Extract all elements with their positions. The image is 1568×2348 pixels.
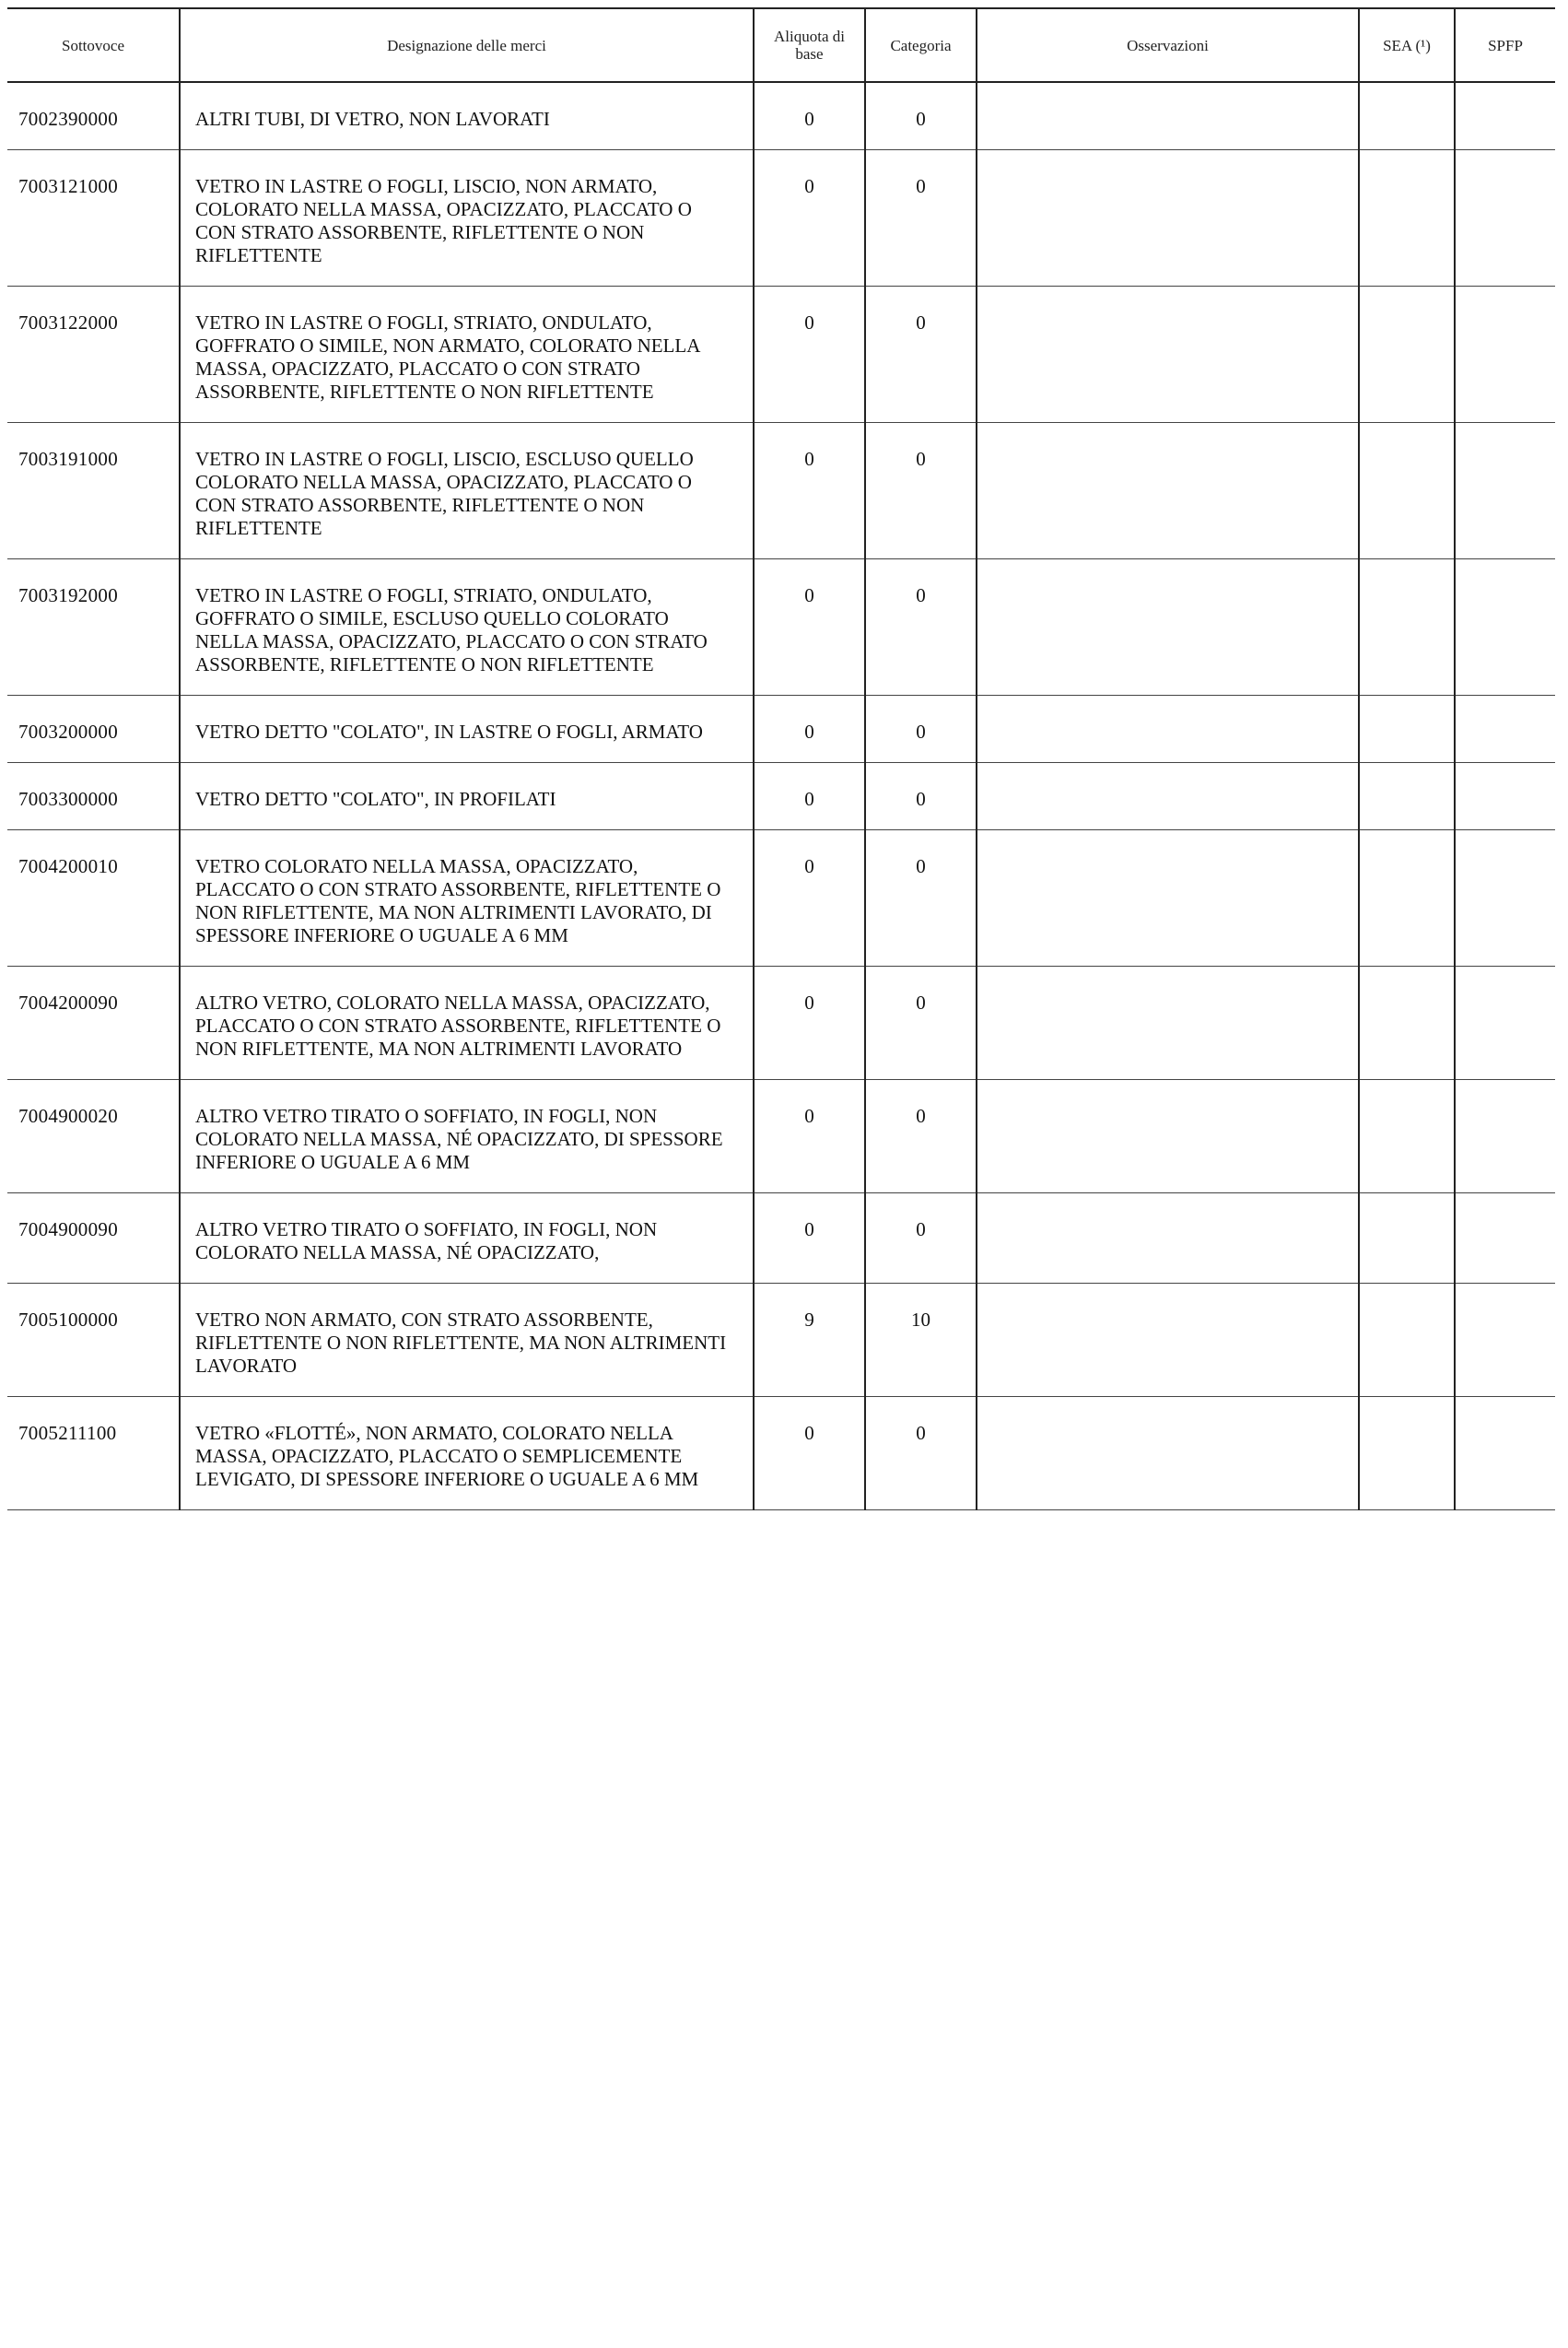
cell-description: VETRO DETTO "COLATO", IN LASTRE O FOGLI, ARMATO <box>180 696 754 763</box>
table-row <box>7 830 1555 967</box>
table-row <box>7 1193 1555 1284</box>
cell-code: 7003191000 <box>7 423 180 559</box>
cell-code: 7003121000 <box>7 150 180 287</box>
cell-base-rate: 0 <box>754 1193 865 1284</box>
cell-remarks <box>977 1397 1359 1510</box>
cell-remarks <box>977 696 1359 763</box>
cell-spfp <box>1455 1080 1555 1193</box>
cell-base-rate: 0 <box>754 830 865 967</box>
cell-description: ALTRO VETRO TIRATO O SOFFIATO, IN FOGLI, NON COLORATO NELLA MASSA, NÉ OPACIZZATO, DI SPESSORE INFERIORE O UGUALE A 6 MM <box>180 1080 754 1193</box>
cell-description: VETRO IN LASTRE O FOGLI, LISCIO, ESCLUSO QUELLO COLORATO NELLA MASSA, OPACIZZATO, PLACCATO O CON STRATO ASSORBENTE, RIFLETTENTE O NON RIFLETTENTE <box>180 423 754 559</box>
table-header <box>7 8 1555 82</box>
cell-category: 0 <box>865 763 977 830</box>
header-row <box>7 8 1555 82</box>
cell-category: 0 <box>865 423 977 559</box>
header-base-rate: Aliquota di base <box>754 8 865 82</box>
cell-category: 0 <box>865 967 977 1080</box>
header-sea: SEA (¹) <box>1359 8 1455 82</box>
cell-remarks <box>977 1193 1359 1284</box>
cell-spfp <box>1455 287 1555 423</box>
table-row <box>7 967 1555 1080</box>
header-spfp: SPFP <box>1455 8 1555 82</box>
cell-sea <box>1359 287 1455 423</box>
cell-remarks <box>977 150 1359 287</box>
cell-description: VETRO NON ARMATO, CON STRATO ASSORBENTE, RIFLETTENTE O NON RIFLETTENTE, MA NON ALTRIMENTI LAVORATO <box>180 1284 754 1397</box>
table-body <box>7 82 1555 1510</box>
table-row <box>7 423 1555 559</box>
cell-sea <box>1359 1284 1455 1397</box>
cell-category: 0 <box>865 559 977 696</box>
cell-base-rate: 0 <box>754 1080 865 1193</box>
cell-category: 0 <box>865 830 977 967</box>
table-row <box>7 287 1555 423</box>
cell-description: ALTRO VETRO TIRATO O SOFFIATO, IN FOGLI, NON COLORATO NELLA MASSA, NÉ OPACIZZATO, <box>180 1193 754 1284</box>
cell-code: 7003192000 <box>7 559 180 696</box>
cell-spfp <box>1455 967 1555 1080</box>
tariff-table <box>7 7 1555 1510</box>
cell-code: 7003122000 <box>7 287 180 423</box>
cell-sea <box>1359 1193 1455 1284</box>
header-description: Designazione delle merci <box>180 8 754 82</box>
cell-base-rate: 0 <box>754 559 865 696</box>
cell-description: VETRO DETTO "COLATO", IN PROFILATI <box>180 763 754 830</box>
table-row <box>7 1284 1555 1397</box>
header-code: Sottovoce <box>7 8 180 82</box>
cell-remarks <box>977 1284 1359 1397</box>
cell-base-rate: 0 <box>754 150 865 287</box>
cell-remarks <box>977 287 1359 423</box>
table-row <box>7 82 1555 150</box>
cell-base-rate: 0 <box>754 763 865 830</box>
cell-category: 0 <box>865 150 977 287</box>
cell-sea <box>1359 830 1455 967</box>
cell-description: VETRO IN LASTRE O FOGLI, STRIATO, ONDULATO, GOFFRATO O SIMILE, ESCLUSO QUELLO COLORATO NELLA MASSA, OPACIZZATO, PLACCATO O CON STRATO ASSORBENTE, RIFLETTENTE O NON RIFLETTENTE <box>180 559 754 696</box>
cell-sea <box>1359 696 1455 763</box>
cell-category: 0 <box>865 287 977 423</box>
cell-sea <box>1359 559 1455 696</box>
cell-base-rate: 0 <box>754 287 865 423</box>
cell-code: 7005211100 <box>7 1397 180 1510</box>
cell-spfp <box>1455 150 1555 287</box>
cell-base-rate: 0 <box>754 967 865 1080</box>
cell-code: 7004900020 <box>7 1080 180 1193</box>
cell-code: 7004200090 <box>7 967 180 1080</box>
cell-code: 7005100000 <box>7 1284 180 1397</box>
cell-remarks <box>977 1080 1359 1193</box>
cell-remarks <box>977 763 1359 830</box>
cell-category: 0 <box>865 1193 977 1284</box>
cell-spfp <box>1455 1284 1555 1397</box>
table-row <box>7 1397 1555 1510</box>
cell-base-rate: 0 <box>754 696 865 763</box>
cell-category: 0 <box>865 1080 977 1193</box>
cell-description: VETRO IN LASTRE O FOGLI, LISCIO, NON ARMATO, COLORATO NELLA MASSA, OPACIZZATO, PLACCATO O CON STRATO ASSORBENTE, RIFLETTENTE O NON RIFLETTENTE <box>180 150 754 287</box>
cell-code: 7004200010 <box>7 830 180 967</box>
cell-spfp <box>1455 830 1555 967</box>
cell-remarks <box>977 559 1359 696</box>
cell-spfp <box>1455 1193 1555 1284</box>
cell-remarks <box>977 423 1359 559</box>
cell-remarks <box>977 82 1359 150</box>
cell-base-rate: 9 <box>754 1284 865 1397</box>
cell-code: 7003300000 <box>7 763 180 830</box>
cell-sea <box>1359 1397 1455 1510</box>
table-row <box>7 696 1555 763</box>
cell-code: 7002390000 <box>7 82 180 150</box>
cell-base-rate: 0 <box>754 82 865 150</box>
cell-sea <box>1359 150 1455 287</box>
cell-category: 0 <box>865 696 977 763</box>
cell-base-rate: 0 <box>754 1397 865 1510</box>
cell-sea <box>1359 967 1455 1080</box>
cell-description: ALTRI TUBI, DI VETRO, NON LAVORATI <box>180 82 754 150</box>
cell-description: ALTRO VETRO, COLORATO NELLA MASSA, OPACIZZATO, PLACCATO O CON STRATO ASSORBENTE, RIFLETTENTE O NON RIFLETTENTE, MA NON ALTRIMENTI LAVORATO <box>180 967 754 1080</box>
cell-spfp <box>1455 559 1555 696</box>
cell-sea <box>1359 1080 1455 1193</box>
cell-description: VETRO IN LASTRE O FOGLI, STRIATO, ONDULATO, GOFFRATO O SIMILE, NON ARMATO, COLORATO NELLA MASSA, OPACIZZATO, PLACCATO O CON STRATO ASSORBENTE, RIFLETTENTE O NON RIFLETTENTE <box>180 287 754 423</box>
cell-code: 7003200000 <box>7 696 180 763</box>
cell-category: 0 <box>865 82 977 150</box>
table-row <box>7 559 1555 696</box>
cell-category: 10 <box>865 1284 977 1397</box>
cell-code: 7004900090 <box>7 1193 180 1284</box>
cell-spfp <box>1455 1397 1555 1510</box>
table-row <box>7 150 1555 287</box>
header-category: Categoria <box>865 8 977 82</box>
cell-description: VETRO «FLOTTÉ», NON ARMATO, COLORATO NELLA MASSA, OPACIZZATO, PLACCATO O SEMPLICEMENTE LEVIGATO, DI SPESSORE INFERIORE O UGUALE A 6 MM <box>180 1397 754 1510</box>
cell-sea <box>1359 423 1455 559</box>
cell-spfp <box>1455 763 1555 830</box>
header-remarks: Osservazioni <box>977 8 1359 82</box>
cell-spfp <box>1455 696 1555 763</box>
cell-category: 0 <box>865 1397 977 1510</box>
cell-spfp <box>1455 423 1555 559</box>
cell-remarks <box>977 830 1359 967</box>
cell-sea <box>1359 763 1455 830</box>
cell-description: VETRO COLORATO NELLA MASSA, OPACIZZATO, PLACCATO O CON STRATO ASSORBENTE, RIFLETTENTE O NON RIFLETTENTE, MA NON ALTRIMENTI LAVORATO, DI SPESSORE INFERIORE O UGUALE A 6 MM <box>180 830 754 967</box>
cell-base-rate: 0 <box>754 423 865 559</box>
table-row <box>7 763 1555 830</box>
cell-remarks <box>977 967 1359 1080</box>
table-row <box>7 1080 1555 1193</box>
cell-spfp <box>1455 82 1555 150</box>
cell-sea <box>1359 82 1455 150</box>
